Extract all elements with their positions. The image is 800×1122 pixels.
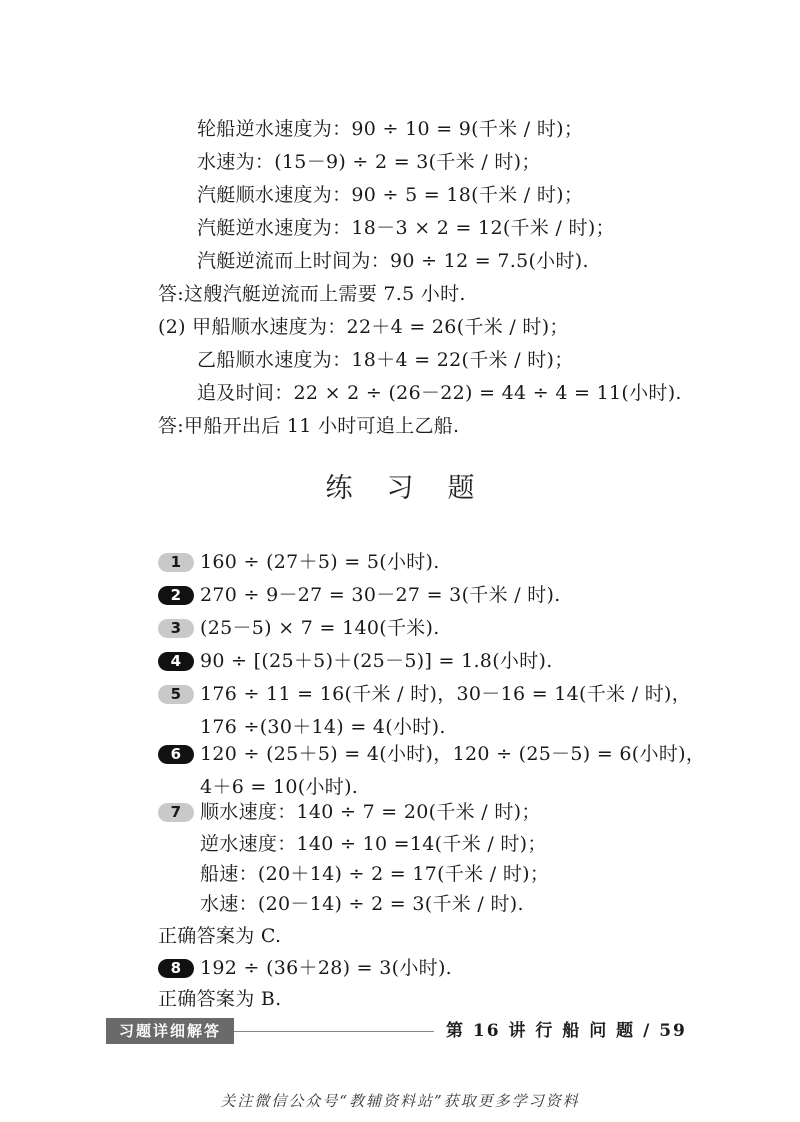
footer-divider	[234, 1031, 434, 1032]
exercise-5-continued: 176 ÷(30＋14) = 4(小时).	[200, 716, 446, 738]
exercise-number-badge: 1	[158, 553, 194, 572]
exercise-number-badge: 4	[158, 652, 194, 671]
exercise-text: 90 ÷ [(25＋5)＋(25－5)] = 1.8(小时).	[200, 650, 553, 672]
exercise-text: 270 ÷ 9－27 = 30－27 = 3(千米 / 时).	[200, 584, 561, 606]
exercise-8	[158, 954, 452, 982]
section-title: 练习题	[325, 473, 509, 504]
footer-section-label: 习题详细解答	[106, 1018, 234, 1044]
exercise-5	[158, 680, 691, 708]
exercise-number-badge: 8	[158, 959, 194, 978]
solution-line: 汽艇逆流而上时间为：90 ÷ 12 = 7.5(小时).	[197, 250, 589, 272]
exercise-number-badge: 6	[158, 745, 194, 764]
exercise-6-continued: 4＋6 = 10(小时).	[200, 776, 359, 798]
solution-line: (2) 甲船顺水速度为：22＋4 = 26(千米 / 时)；	[158, 316, 569, 338]
correct-answer: 正确答案为 B.	[158, 988, 282, 1010]
exercise-7-line: 逆水速度：140 ÷ 10 =14(千米 / 时)；	[200, 833, 547, 855]
exercise-text: 160 ÷ (27＋5) = 5(小时).	[200, 551, 440, 573]
exercise-6	[158, 740, 705, 768]
exercise-number-badge: 2	[158, 586, 194, 605]
exercise-text: 顺水速度：140 ÷ 7 = 20(千米 / 时)；	[200, 801, 541, 823]
watermark-text: 关注微信公众号“教辅资料站”获取更多学习资料	[220, 1092, 580, 1110]
exercise-text: 176 ÷ 11 = 16(千米 / 时)，30－16 = 14(千米 / 时)，	[200, 683, 692, 705]
answer-line: 答:甲船开出后 11 小时可追上乙船.	[158, 415, 460, 437]
exercise-number-badge: 5	[158, 685, 194, 704]
exercise-7-line: 船速：(20＋14) ÷ 2 = 17(千米 / 时)；	[200, 863, 550, 885]
answer-line: 答:这艘汽艇逆流而上需要 7.5 小时.	[158, 283, 466, 305]
exercise-1	[158, 548, 440, 576]
solution-line: 追及时间：22 × 2 ÷ (26－22) = 44 ÷ 4 = 11(小时).	[197, 382, 682, 404]
correct-answer: 正确答案为 C.	[158, 925, 282, 947]
exercise-7-line: 水速：(20－14) ÷ 2 = 3(千米 / 时).	[200, 893, 524, 915]
exercise-text: (25－5) × 7 = 140(千米).	[200, 617, 440, 639]
exercise-4	[158, 647, 553, 675]
solution-line: 水速为：(15－9) ÷ 2 = 3(千米 / 时)；	[197, 151, 541, 173]
exercise-number-badge: 3	[158, 619, 194, 638]
exercise-3	[158, 614, 440, 642]
exercise-text: 192 ÷ (36＋28) = 3(小时).	[200, 957, 452, 979]
exercise-2	[158, 581, 561, 609]
solution-line: 汽艇逆水速度为：18－3 × 2 = 12(千米 / 时)；	[197, 217, 615, 239]
exercise-text: 120 ÷ (25＋5) = 4(小时)，120 ÷ (25－5) = 6(小时)，	[200, 743, 706, 765]
solution-line: 汽艇顺水速度为：90 ÷ 5 = 18(千米 / 时)；	[197, 184, 584, 206]
footer-page-info: 第 16 讲 行 船 问 题 / 59	[446, 1021, 687, 1041]
exercise-number-badge: 7	[158, 803, 194, 822]
solution-line: 乙船顺水速度为：18＋4 = 22(千米 / 时)；	[197, 349, 574, 371]
exercise-7	[158, 798, 541, 826]
solution-line: 轮船逆水速度为：90 ÷ 10 = 9(千米 / 时)；	[197, 118, 584, 140]
